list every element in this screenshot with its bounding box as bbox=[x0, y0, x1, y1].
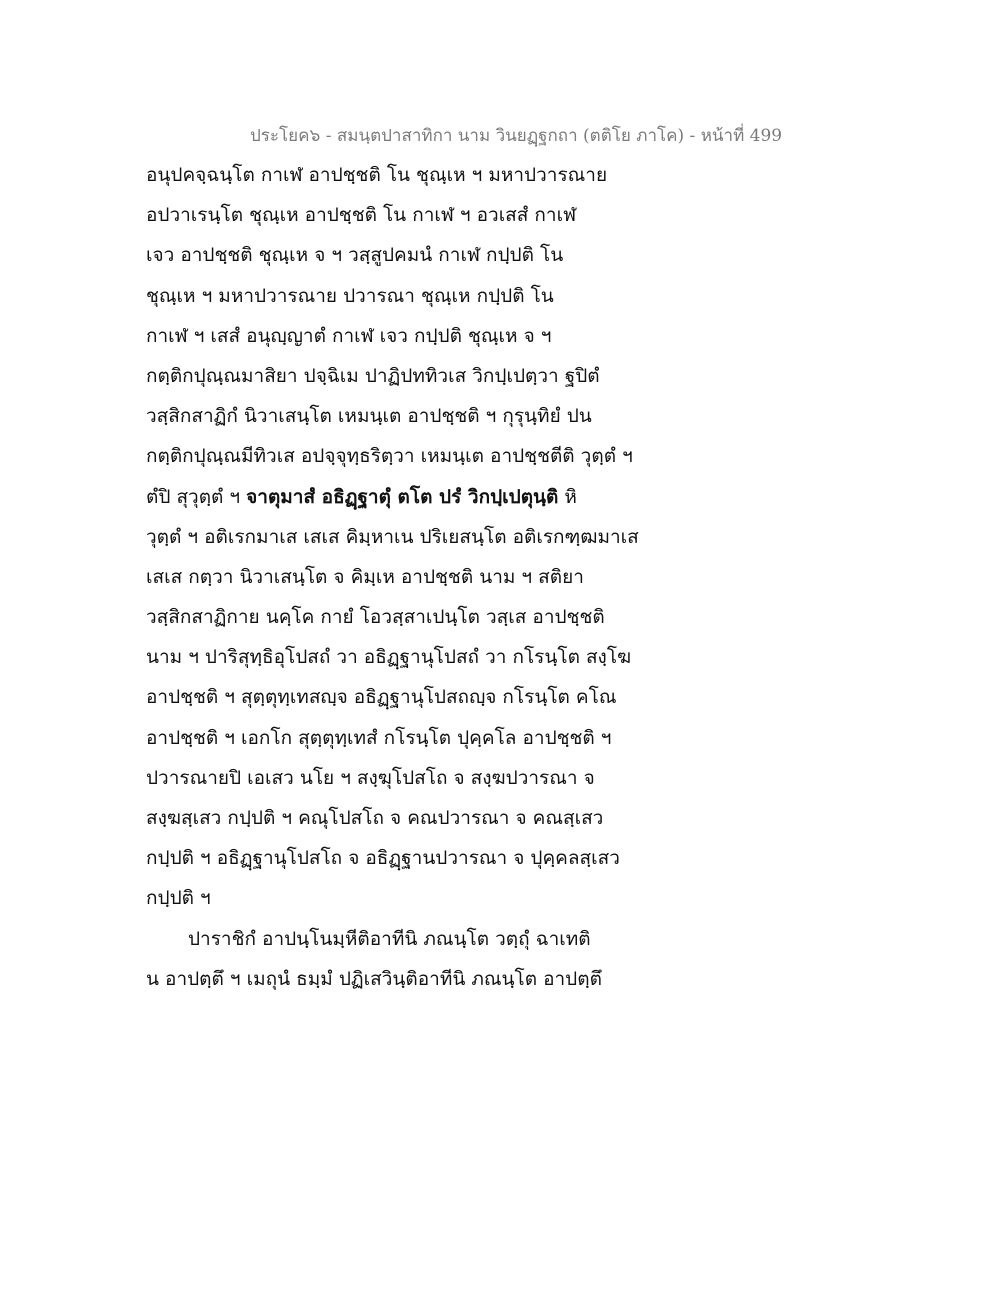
text-line: เจว อาปชฺชติ ชุณฺเห จ ฯ วสฺสูปคมนํ กาเฬ กปฺปติ โน bbox=[146, 244, 564, 267]
text-line: เสเส กตฺวา นิวาเสนฺโต จ คิมฺเห อาปชฺชติ นาม ฯ สติยา bbox=[146, 565, 584, 588]
text-line: กาเฬ ฯ เสสํ อนุญฺญาตํ กาเฬ เจว กปฺปติ ชุณฺเห จ ฯ bbox=[146, 324, 552, 347]
text-line: น อาปตฺตึ ฯ เมถุนํ ธมฺมํ ปฏิเสวินฺติอาทีนิ ภณนฺโต อาปตฺตึ bbox=[146, 967, 602, 990]
text-line: ชุณฺเห ฯ มหาปวารณาย ปวารณา ชุณฺเห กปฺปติ โน bbox=[146, 284, 554, 307]
text-line: อาปชฺชติ ฯ สุตฺตุทฺเทสญฺจ อธิฏฺฐานุโปสถญฺจ กโรนฺโต คโณ bbox=[146, 686, 617, 709]
text-line-mixed bbox=[146, 477, 666, 517]
text-line: นาม ฯ ปาริสุทฺธิอุโปสถํ วา อธิฏฺฐานุโปสถํ วา กโรนฺโต สงฺโฆ bbox=[146, 646, 632, 669]
text-line: สงฺฆสฺเสว กปฺปติ ฯ คณุโปสโถ จ คณปวารณา จ คณสฺเสว bbox=[146, 807, 604, 829]
text-line: วุตฺตํ ฯ อติเรกมาเส เสเส คิมฺหาเน ปริเยสนฺโต อติเรกฑฺฒมาเส bbox=[146, 525, 639, 548]
page-header: ประโยค๖ - สมนฺตปาสาทิกา นาม วินยฏฺฐกถา (ตติโย ภาโค) - หน้าที่ 499 bbox=[250, 126, 783, 146]
text-line: กตฺติกปุณฺณมีทิวเส อปจฺจุทฺธริตฺวา เหมนฺเต อาปชฺชตีติ วุตฺตํ ฯ bbox=[146, 445, 633, 468]
text-line: อาปชฺชติ ฯ เอกโก สุตฺตุทฺเทสํ กโรนฺโต ปุคฺคโล อาปชฺชติ ฯ bbox=[146, 726, 612, 749]
text-line: วสฺสิกสาฏิกาย นคฺโค กายํ โอวสฺสาเปนฺโต วสฺเส อาปชฺชติ bbox=[146, 606, 605, 629]
bold-phrase: จาตุมาสํ อธิฏฺฐาตุํ ตโต ปรํ วิกปฺเปตุนฺติ bbox=[246, 485, 559, 508]
text-line: กปฺปติ ฯ bbox=[146, 887, 211, 910]
text-line: อปวาเรนฺโต ชุณฺเห อาปชฺชติ โน กาเฬ ฯ อวเสสํ กาเฬ bbox=[146, 204, 577, 227]
text-line: กปฺปติ ฯ อธิฏฺฐานุโปสโถ จ อธิฏฺฐานปวารณา จ ปุคฺคลสฺเสว bbox=[146, 847, 620, 870]
body-text bbox=[146, 155, 666, 999]
text-line: วสฺสิกสาฏิกํ นิวาเสนฺโต เหมนฺเต อาปชฺชติ ฯ กุรุนฺทิยํ ปน bbox=[146, 405, 592, 428]
text-line: อนุปคจฺฉนฺโต กาเฬ อาปชฺชติ โน ชุณฺเห ฯ มหาปวารณาย bbox=[146, 164, 608, 186]
text-segment: ตํปิ สุวุตฺตํ ฯ bbox=[146, 485, 247, 508]
text-line: ปวารณายปิ เอเสว นโย ฯ สงฺฆุโปสโถ จ สงฺฆปวารณา จ bbox=[146, 766, 595, 789]
paragraph-start-line: ปาราชิกํ อาปนฺโนมฺหีติอาทีนิ ภณนฺโต วตฺถุํ ฉาเทติ bbox=[188, 927, 591, 950]
text-line: กตฺติกปุณฺณมาสิยา ปจฺฉิเม ปาฏิปททิวเส วิกปฺเปตฺวา ฐปิตํ bbox=[146, 364, 600, 387]
text-segment: หิ bbox=[558, 485, 577, 508]
